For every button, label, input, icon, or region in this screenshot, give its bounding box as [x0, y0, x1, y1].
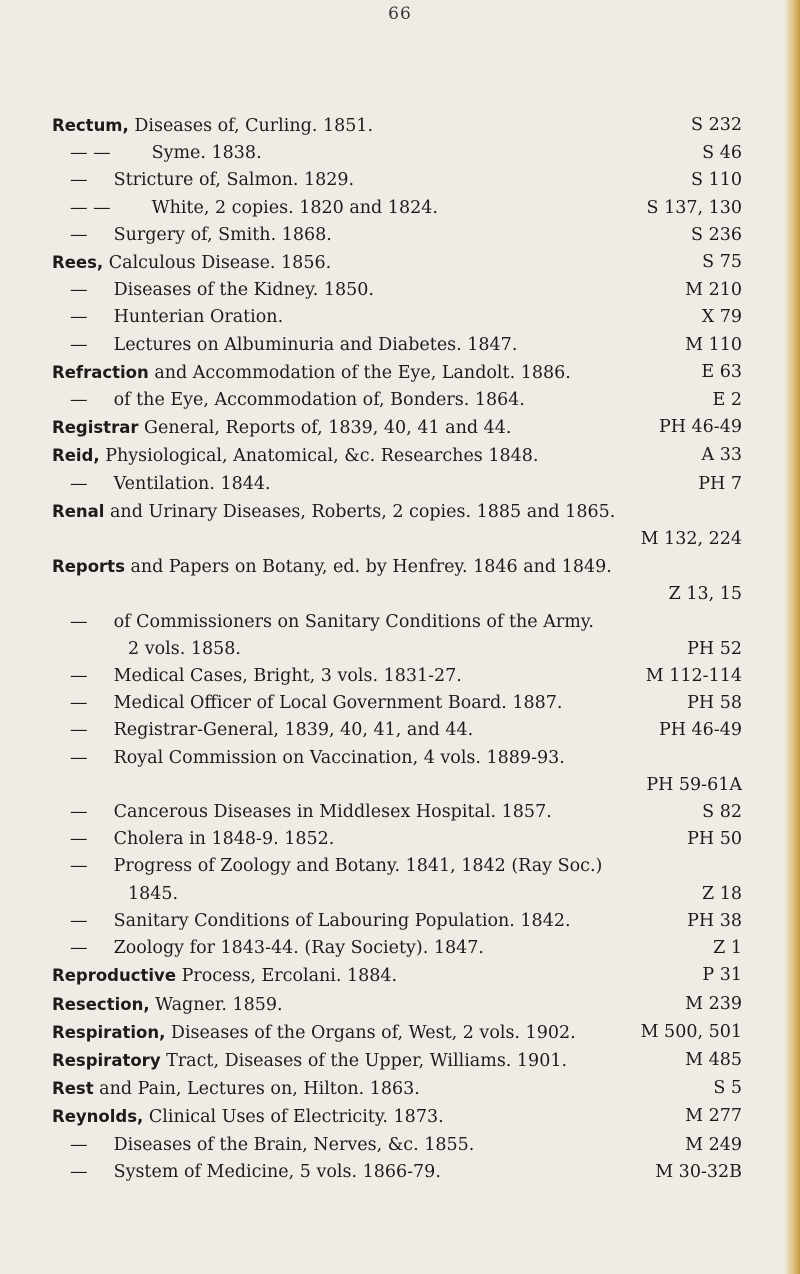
- shelf-mark: E 63: [701, 361, 742, 382]
- gilded-page-edge: [784, 0, 800, 1274]
- entry-text: [52, 277, 675, 304]
- entry-heading: Reid,: [52, 446, 100, 466]
- shelf-mark: S 5: [713, 1078, 742, 1099]
- entry-title: Cancerous Diseases in Middlesex Hospital. 1857.: [113, 802, 552, 823]
- index-entry: [52, 799, 742, 826]
- ditto-dash: —: [70, 1161, 88, 1182]
- shelf-mark: [732, 853, 742, 880]
- entry-title: Clinical Uses of Electricity. 1873.: [143, 1107, 444, 1128]
- entry-text: [52, 935, 703, 962]
- shelf-mark: X 79: [701, 307, 742, 328]
- ditto-dash: —: [70, 693, 88, 714]
- index-entry: [52, 332, 742, 359]
- ditto-dash: —: [70, 747, 88, 768]
- ditto-dash: —: [70, 829, 88, 850]
- index-entry: [52, 935, 742, 962]
- entry-title: System of Medicine, 5 vols. 1866-79.: [113, 1161, 441, 1182]
- shelf-mark: [732, 609, 742, 636]
- entry-title: Medical Officer of Local Government Board. 1887.: [113, 693, 563, 714]
- entry-title: and Urinary Diseases, Roberts, 2 copies. 1885 and 1865.: [104, 501, 616, 522]
- entry-heading: Refraction: [52, 362, 149, 382]
- entry-heading: Respiration,: [52, 1022, 166, 1042]
- entry-text: [52, 908, 677, 935]
- entry-text: [52, 826, 677, 853]
- index-entry: [52, 1159, 742, 1186]
- ditto-dash: — —: [70, 197, 111, 218]
- entry-text: [52, 717, 649, 744]
- entry-title: 2 vols. 1858.: [128, 638, 241, 659]
- ditto-dash: —: [70, 334, 88, 355]
- entry-text: [52, 663, 636, 690]
- ditto-dash: —: [70, 856, 88, 877]
- shelf-mark: S 232: [691, 115, 742, 135]
- shelf-mark: P 31: [702, 965, 742, 986]
- entry-text: [52, 881, 692, 908]
- index-entry: [52, 717, 742, 744]
- shelf-mark: M 132, 224: [640, 529, 742, 550]
- shelf-mark: S 110: [691, 170, 742, 191]
- entry-text: [52, 609, 732, 636]
- shelf-mark: M 277: [685, 1106, 742, 1127]
- index-entry: [52, 414, 742, 442]
- shelf-mark: Z 1: [713, 938, 742, 959]
- entry-title: Diseases of the Organs of, West, 2 vols. 1902.: [165, 1022, 576, 1043]
- shelf-mark: M 210: [685, 280, 742, 301]
- shelf-mark: S 46: [702, 143, 742, 164]
- index-entry: [52, 167, 742, 194]
- shelf-mark: E 2: [712, 390, 742, 411]
- shelf-mark: [732, 498, 742, 526]
- shelf-mark: S 82: [702, 802, 742, 823]
- shelf-mark: PH 59-61A: [646, 774, 742, 795]
- entry-text: [52, 636, 677, 663]
- shelf-mark: M 485: [685, 1049, 742, 1070]
- entry-text: [52, 471, 688, 498]
- index-entry: [52, 359, 742, 387]
- entry-title: Sanitary Conditions of Labouring Population. 1842.: [113, 910, 571, 931]
- entry-title: Diseases of the Brain, Nerves, &c. 1855.: [113, 1134, 475, 1155]
- shelf-mark: S 137, 130: [646, 197, 742, 218]
- entry-title: Diseases of the Kidney. 1850.: [113, 280, 374, 301]
- entry-title: Ventilation. 1844.: [113, 473, 271, 494]
- entry-title: Calculous Disease. 1856.: [103, 253, 332, 274]
- index-entry: [52, 772, 742, 799]
- shelf-mark: Z 18: [702, 883, 742, 904]
- shelf-mark: PH 58: [687, 693, 742, 714]
- entry-title: and Papers on Botany, ed. by Henfrey. 1846 and 1849.: [124, 557, 612, 578]
- ditto-dash: —: [70, 224, 88, 245]
- ditto-dash: —: [70, 170, 88, 191]
- index-entry: [52, 663, 742, 690]
- entry-title: General, Reports of, 1839, 40, 41 and 44.: [138, 418, 512, 439]
- ditto-dash: —: [70, 1134, 88, 1155]
- ditto-dash: —: [70, 938, 88, 959]
- index-entry: [52, 690, 742, 717]
- entry-title: and Pain, Lectures on, Hilton. 1863.: [93, 1079, 420, 1100]
- shelf-mark: M 249: [685, 1134, 742, 1155]
- shelf-mark: PH 7: [698, 473, 742, 494]
- entry-text: [52, 962, 692, 990]
- index-entry: [52, 498, 742, 526]
- index-entry: [52, 1132, 742, 1159]
- entry-text: [52, 332, 675, 359]
- entry-text: [52, 1103, 675, 1131]
- entry-text: [52, 799, 692, 826]
- index-entry: [52, 222, 742, 249]
- index-entry: [52, 387, 742, 414]
- index-entry: [52, 1103, 742, 1131]
- ditto-dash: —: [70, 473, 88, 494]
- entry-text: [52, 553, 732, 581]
- ditto-dash: —: [70, 802, 88, 823]
- index-entry: [52, 1019, 742, 1047]
- shelf-mark: PH 46-49: [658, 417, 742, 438]
- entry-text: [52, 1047, 675, 1075]
- entry-title: Stricture of, Salmon. 1829.: [113, 170, 355, 191]
- index-entry: [52, 609, 742, 636]
- shelf-mark: M 112-114: [645, 666, 742, 687]
- entry-text: [52, 991, 675, 1019]
- entry-title: Syme. 1838.: [151, 143, 262, 164]
- entry-text: [52, 1159, 645, 1186]
- entry-text: [52, 1075, 703, 1103]
- index-entry: [52, 581, 742, 608]
- index-entry: [52, 1047, 742, 1075]
- entry-title: Royal Commission on Vaccination, 4 vols. 1889-93.: [113, 747, 565, 768]
- index-entry: [52, 908, 742, 935]
- shelf-mark: M 500, 501: [640, 1021, 742, 1042]
- entry-title: Diseases of, Curling. 1851.: [128, 116, 374, 136]
- entry-title: Wagner. 1859.: [149, 994, 283, 1015]
- shelf-mark: M 239: [685, 993, 742, 1014]
- ditto-dash: —: [70, 390, 88, 411]
- entry-text: [52, 745, 732, 772]
- entry-text: [52, 249, 692, 277]
- index-entry: [52, 195, 742, 222]
- entry-title: Medical Cases, Bright, 3 vols. 1831-27.: [113, 666, 462, 687]
- shelf-mark: M 30-32B: [655, 1161, 742, 1182]
- shelf-mark: [732, 745, 742, 772]
- entry-heading: Reproductive: [52, 966, 177, 986]
- entry-heading: Rees,: [52, 253, 104, 273]
- entry-title: Cholera in 1848-9. 1852.: [113, 829, 335, 850]
- index-entry: [52, 553, 742, 581]
- index-entry: [52, 826, 742, 853]
- shelf-mark: A 33: [701, 445, 742, 466]
- entry-heading: Respiratory: [52, 1050, 161, 1070]
- entry-text: [52, 195, 637, 222]
- entry-title: Tract, Diseases of the Upper, Williams. 1901.: [160, 1050, 568, 1071]
- shelf-mark: S 236: [691, 224, 742, 245]
- index-entry: [52, 277, 742, 304]
- entry-title: Process, Ercolani. 1884.: [176, 966, 398, 987]
- entry-text: [52, 414, 649, 442]
- shelf-mark: [732, 553, 742, 581]
- ditto-dash: —: [70, 910, 88, 931]
- entry-text: [52, 222, 681, 249]
- page-number: 66: [388, 4, 412, 24]
- ditto-dash: — —: [70, 143, 111, 164]
- entry-title: Surgery of, Smith. 1868.: [113, 224, 332, 245]
- entry-title: Progress of Zoology and Botany. 1841, 1842 (Ray Soc.): [113, 856, 603, 877]
- entry-text: [52, 1019, 631, 1047]
- shelf-mark: M 110: [685, 334, 742, 355]
- ditto-dash: —: [70, 720, 88, 741]
- ditto-dash: —: [70, 280, 88, 301]
- entry-text: [52, 526, 631, 553]
- entry-text: [52, 167, 681, 194]
- entry-text: [52, 581, 659, 608]
- entry-text: [52, 387, 703, 414]
- entry-title: of Commissioners on Sanitary Conditions of the Army.: [113, 611, 594, 632]
- index-entry: [52, 442, 742, 470]
- ditto-dash: —: [70, 611, 88, 632]
- entry-title: and Accommodation of the Eye, Landolt. 1886.: [148, 362, 571, 383]
- index-entry: [52, 636, 742, 663]
- entry-heading: Rest: [52, 1079, 94, 1099]
- entry-title: Zoology for 1843-44. (Ray Society). 1847.: [113, 938, 484, 959]
- entry-title: Registrar-General, 1839, 40, 41, and 44.: [113, 720, 474, 741]
- shelf-mark: PH 38: [687, 910, 742, 931]
- ditto-dash: —: [70, 307, 88, 328]
- entry-heading: Rectum,: [52, 116, 129, 135]
- index-entry: [52, 140, 742, 167]
- shelf-mark: PH 50: [687, 829, 742, 850]
- entry-title: Physiological, Anatomical, &c. Researches 1848.: [99, 446, 539, 467]
- entry-heading: Reports: [52, 557, 125, 577]
- entry-text: [52, 690, 677, 717]
- index-entry: [52, 1075, 742, 1103]
- entry-text: [52, 112, 681, 140]
- entry-text: [52, 140, 692, 167]
- entry-heading: Registrar: [52, 418, 139, 438]
- entry-title: Hunterian Oration.: [113, 307, 284, 328]
- index-entry: [52, 471, 742, 498]
- index-entry: [52, 881, 742, 908]
- index-entry: [52, 304, 742, 331]
- index-entry: [52, 745, 742, 772]
- entry-text: [52, 1132, 675, 1159]
- entry-text: [52, 304, 692, 331]
- index-entry: [52, 249, 742, 277]
- shelf-mark: Z 13, 15: [668, 584, 742, 605]
- index-entry: [52, 991, 742, 1019]
- index-entry: [52, 112, 742, 140]
- entry-text: [52, 498, 732, 526]
- shelf-mark: PH 46-49: [658, 720, 742, 741]
- entry-text: [52, 772, 636, 799]
- entry-title: 1845.: [128, 883, 179, 904]
- entry-title: Lectures on Albuminuria and Diabetes. 1847.: [113, 334, 518, 355]
- entry-heading: Reynolds,: [52, 1107, 144, 1127]
- entry-title: White, 2 copies. 1820 and 1824.: [151, 197, 438, 218]
- index-entry: [52, 526, 742, 553]
- entry-title: of the Eye, Accommodation of, Bonders. 1864.: [113, 390, 525, 411]
- entry-text: [52, 853, 732, 880]
- index-list: [52, 112, 742, 1186]
- shelf-mark: S 75: [702, 252, 742, 273]
- entry-text: [52, 442, 692, 470]
- entry-text: [52, 359, 691, 387]
- index-entry: [52, 853, 742, 880]
- entry-heading: Resection,: [52, 994, 150, 1014]
- index-entry: [52, 962, 742, 990]
- ditto-dash: —: [70, 666, 88, 687]
- entry-heading: Renal: [52, 501, 105, 521]
- shelf-mark: PH 52: [687, 638, 742, 659]
